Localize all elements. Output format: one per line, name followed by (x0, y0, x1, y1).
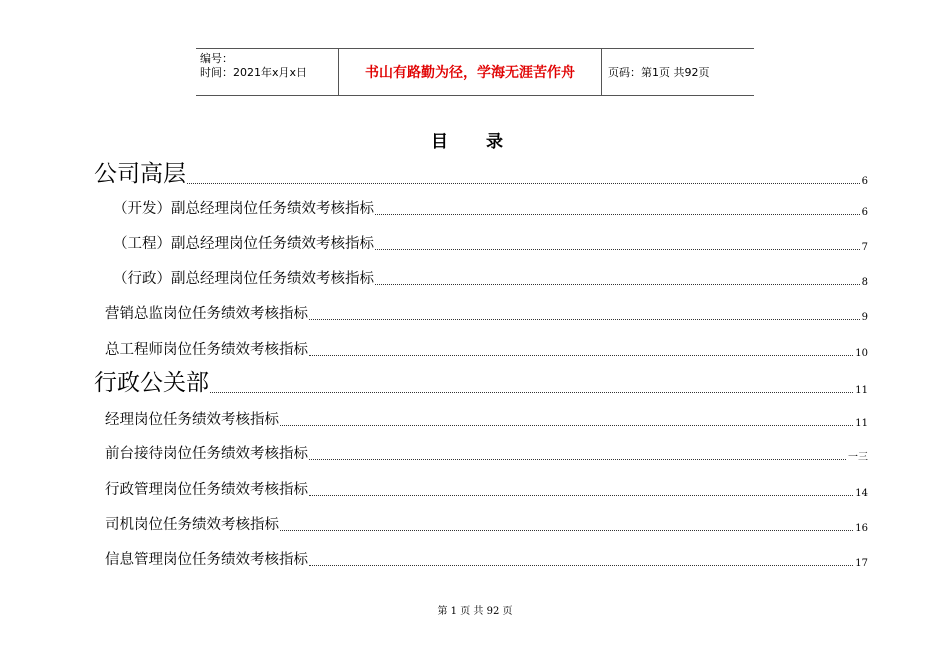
toc-entry-page: 11 (855, 418, 868, 429)
toc-entry-label: （开发）副总经理岗位任务绩效考核指标 (113, 201, 374, 217)
toc-leader (309, 459, 846, 460)
toc-entry-page: 11 (855, 385, 868, 396)
toc-entry-label: 行政公关部 (94, 370, 209, 396)
toc-leader (187, 183, 860, 184)
toc-entry[interactable] (105, 550, 868, 570)
page-footer: 第 1 页 共 92 页 (437, 606, 513, 617)
header-page-info: 页码：第1页 共92页 (608, 66, 710, 79)
toc-entry[interactable] (94, 158, 868, 188)
toc-leader (375, 284, 860, 285)
toc-entry-page: 9 (861, 312, 868, 323)
toc-entry[interactable] (94, 367, 868, 397)
toc-title: 目 录 (431, 132, 519, 152)
toc-entry-page: 7 (861, 242, 868, 253)
toc-entry[interactable] (105, 515, 868, 535)
toc-entry-label: 行政管理岗位任务绩效考核指标 (105, 482, 308, 498)
toc-entry-page: 一三 (848, 452, 868, 463)
toc-leader (210, 392, 853, 393)
toc-entry-page: 14 (855, 488, 868, 499)
toc-entry-page: 17 (855, 558, 868, 569)
toc-entry-page: 8 (861, 277, 868, 288)
toc-entry[interactable] (105, 444, 868, 464)
toc-entry[interactable] (113, 234, 868, 254)
toc-leader (309, 565, 853, 566)
toc-leader (309, 319, 860, 320)
toc-entry-label: （行政）副总经理岗位任务绩效考核指标 (113, 271, 374, 287)
toc-entry[interactable] (113, 199, 868, 219)
toc-leader (280, 425, 853, 426)
toc-entry-label: 前台接待岗位任务绩效考核指标 (105, 446, 308, 462)
toc-entry[interactable] (105, 410, 868, 430)
toc-entry-label: 经理岗位任务绩效考核指标 (105, 412, 279, 428)
toc-entry-page: 6 (861, 207, 868, 218)
toc-entry-label: 公司高层 (94, 161, 186, 187)
toc-entry-label: 信息管理岗位任务绩效考核指标 (105, 552, 308, 568)
toc-leader (375, 214, 860, 215)
toc-entry-label: （工程）副总经理岗位任务绩效考核指标 (113, 236, 374, 252)
toc-leader (280, 530, 853, 531)
toc-entry-label: 总工程师岗位任务绩效考核指标 (105, 342, 308, 358)
toc-entry[interactable] (105, 480, 868, 500)
number-label: 编号： (200, 52, 233, 65)
toc-leader (375, 249, 860, 250)
document-header (196, 48, 754, 96)
header-motto: 书山有路勤为径，学海无涯苦作舟 (339, 49, 602, 95)
toc-entry[interactable] (105, 304, 868, 324)
header-meta (196, 49, 339, 95)
time-label: 时间：2021年x月x日 (200, 66, 308, 79)
toc-entry[interactable] (113, 269, 868, 289)
toc-leader (309, 495, 853, 496)
toc-entry-page: 6 (861, 176, 868, 187)
toc-entry-page: 16 (855, 523, 868, 534)
toc-entry-label: 营销总监岗位任务绩效考核指标 (105, 306, 308, 322)
toc-entry[interactable] (105, 340, 868, 360)
toc-entry-label: 司机岗位任务绩效考核指标 (105, 517, 279, 533)
toc-leader (309, 355, 853, 356)
toc-entry-page: 10 (855, 348, 868, 359)
